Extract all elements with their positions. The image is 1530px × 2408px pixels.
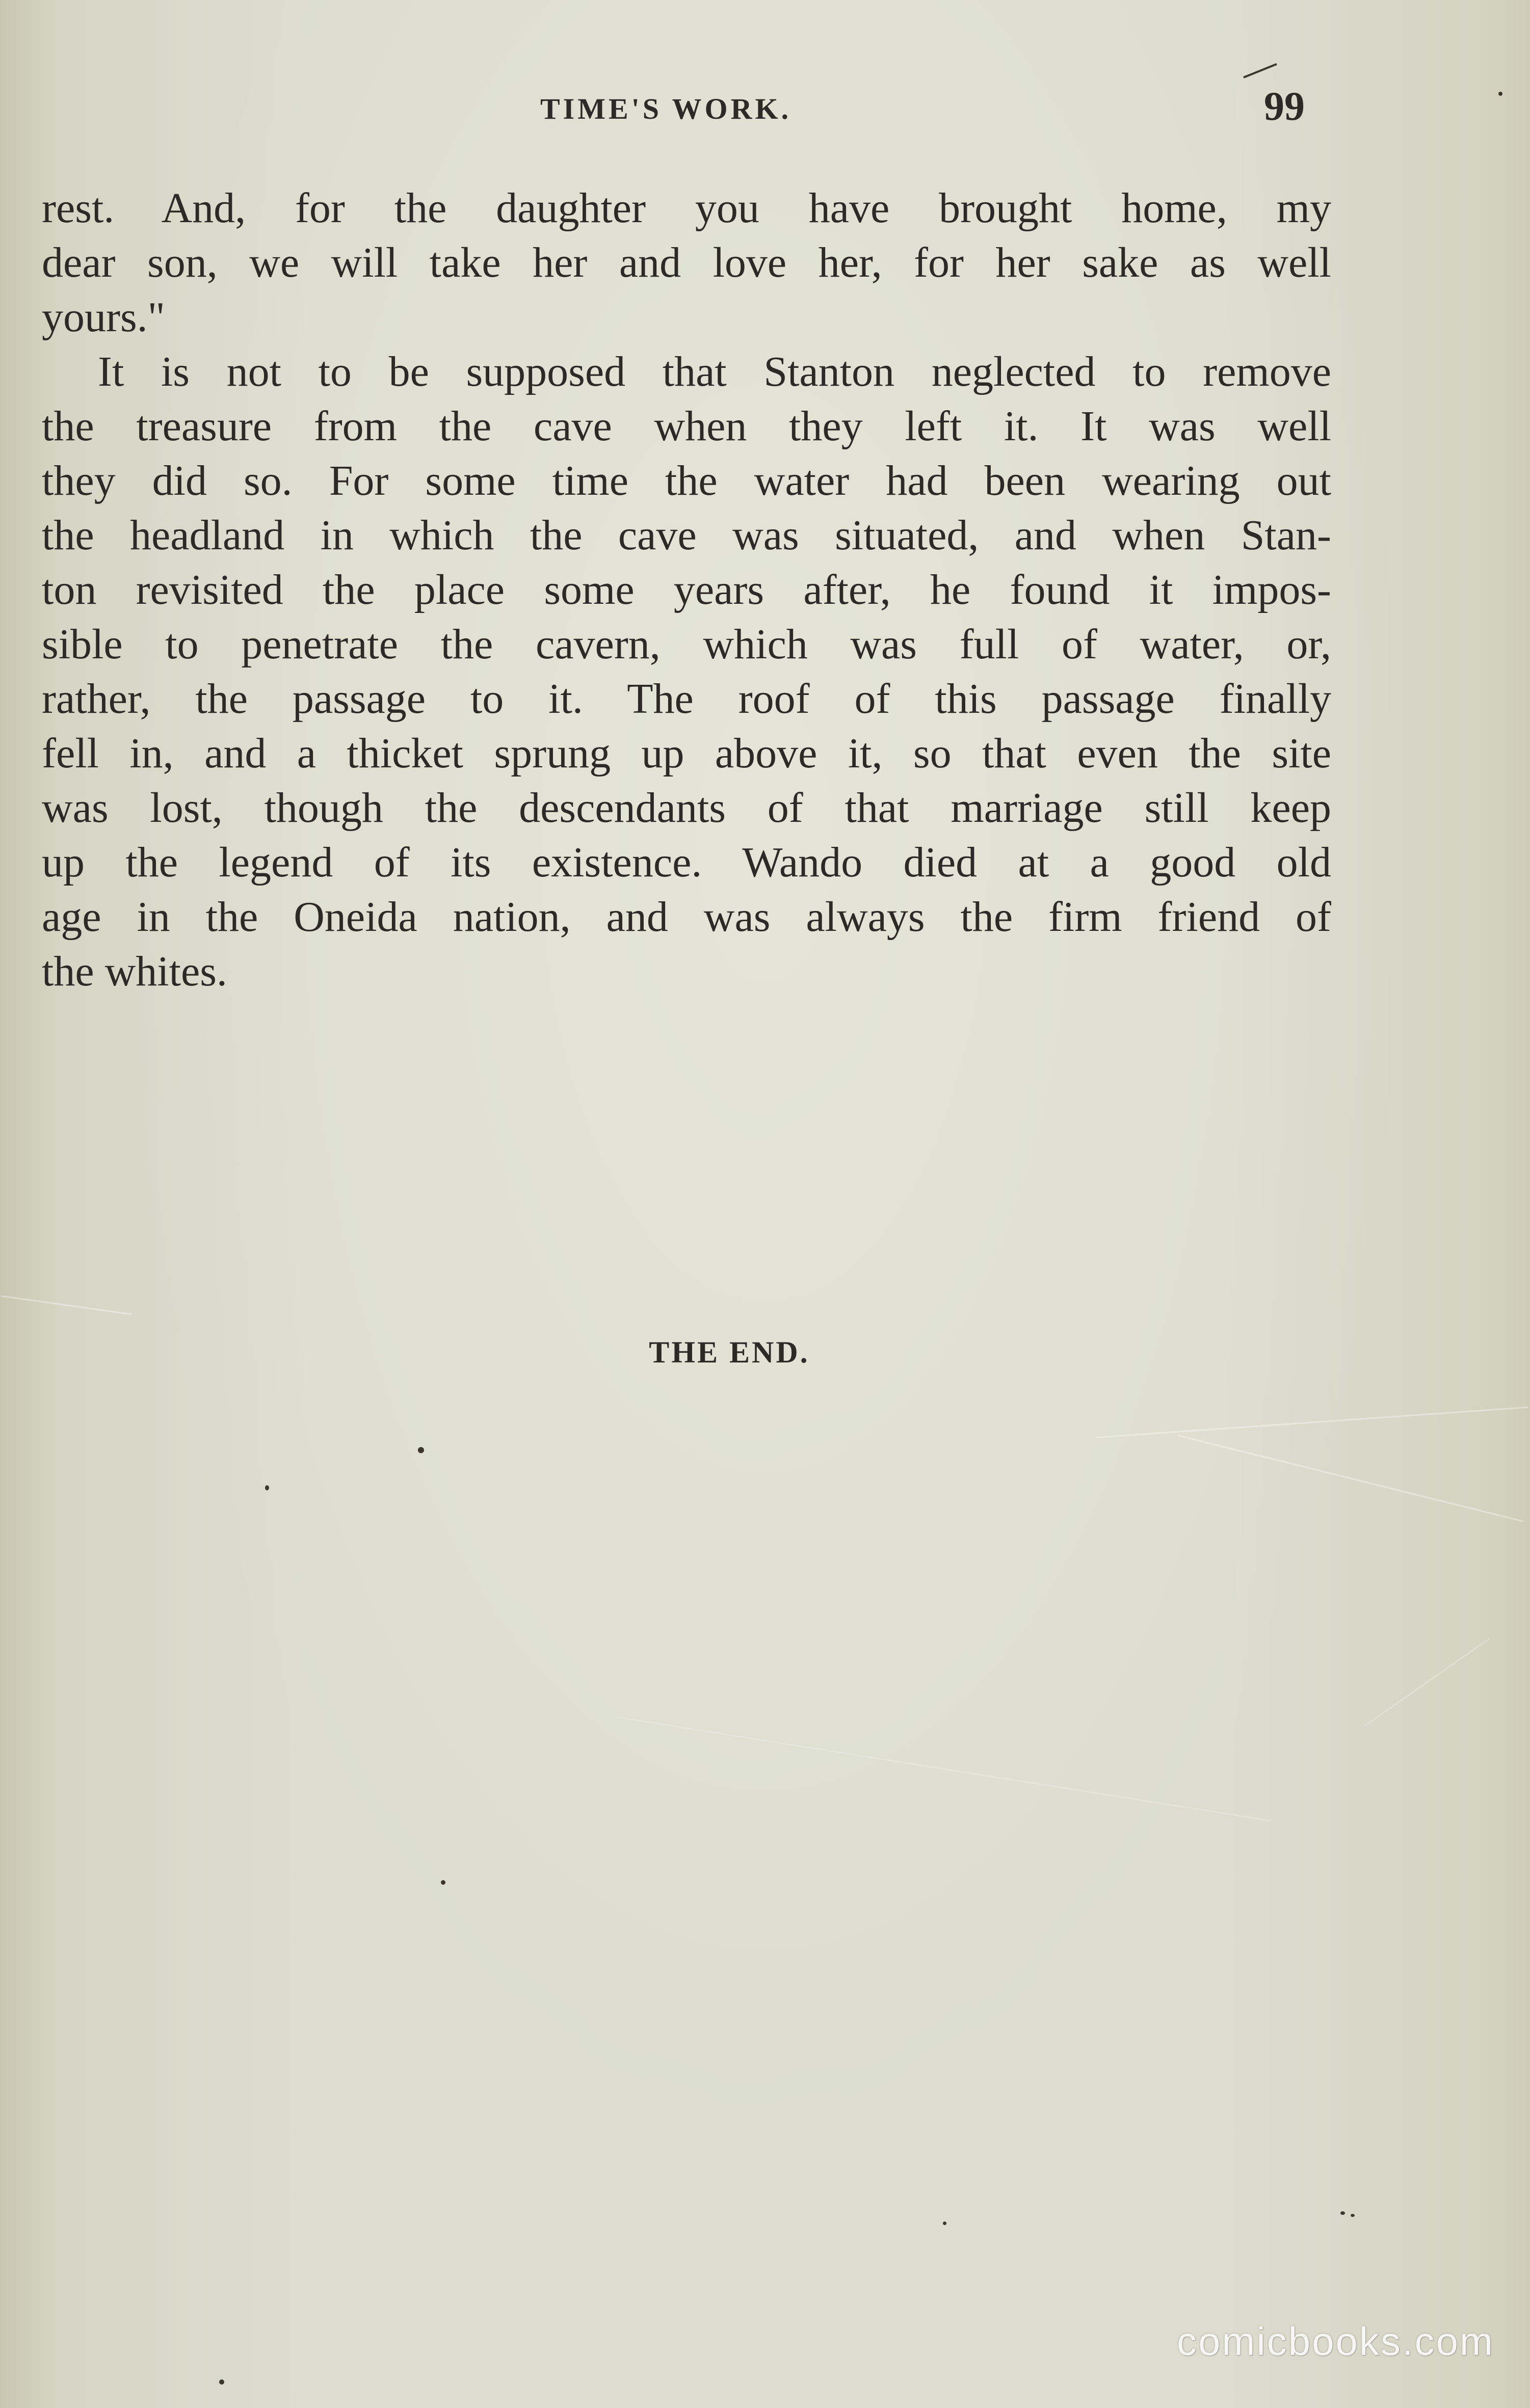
paper-crease <box>1177 1434 1524 1522</box>
paper-crease <box>1364 1638 1490 1727</box>
text-line: they did so. For some time the water had been wearing out <box>42 457 1331 504</box>
text-line: age in the Oneida nation, and was always the firm friend of <box>42 893 1331 941</box>
paper-crease <box>1 1295 132 1315</box>
text-line: rest. And, for the daughter you have brought home, my <box>42 184 1331 232</box>
the-end-heading: THE END. <box>649 1335 810 1369</box>
text-line: sible to penetrate the cavern, which was full of water, or, <box>42 621 1331 668</box>
paper-speck <box>441 1880 445 1885</box>
paper-speck <box>1340 2211 1345 2215</box>
site-watermark: comicbooks.com <box>1177 2319 1494 2364</box>
text-line: dear son, we will take her and love her, for her sake as well <box>42 239 1331 286</box>
text-line: ton revisited the place some years after, he found it impos- <box>42 566 1331 613</box>
paper-speck <box>418 1447 424 1453</box>
paper-speck <box>219 2379 224 2385</box>
running-head <box>0 84 1530 132</box>
paper-crease <box>616 1716 1270 1821</box>
paper-speck <box>943 2222 946 2225</box>
paper-crease <box>1096 1406 1528 1438</box>
page-number: 99 <box>1264 84 1305 129</box>
text-line: fell in, and a thicket sprung up above it, so that even the site <box>42 730 1331 777</box>
text-line: the whites. <box>42 948 227 995</box>
text-line: rather, the passage to it. The roof of this passage finally <box>42 675 1331 723</box>
body-text <box>42 181 1331 999</box>
folio-pen-mark <box>1243 63 1277 78</box>
text-line: It is not to be supposed that Stanton neglected to remove <box>98 348 1331 395</box>
running-head-title: TIME'S WORK. <box>540 92 792 125</box>
paper-speck <box>265 1485 269 1490</box>
text-line: yours." <box>42 293 165 341</box>
paper-speck <box>1351 2214 1355 2217</box>
text-line: the treasure from the cave when they left it. It was well <box>42 403 1331 450</box>
text-line: the headland in which the cave was situated, and when Stan- <box>42 512 1331 559</box>
text-line: up the legend of its existence. Wando died at a good old <box>42 839 1331 886</box>
text-line: was lost, though the descendants of that marriage still keep <box>42 784 1331 832</box>
